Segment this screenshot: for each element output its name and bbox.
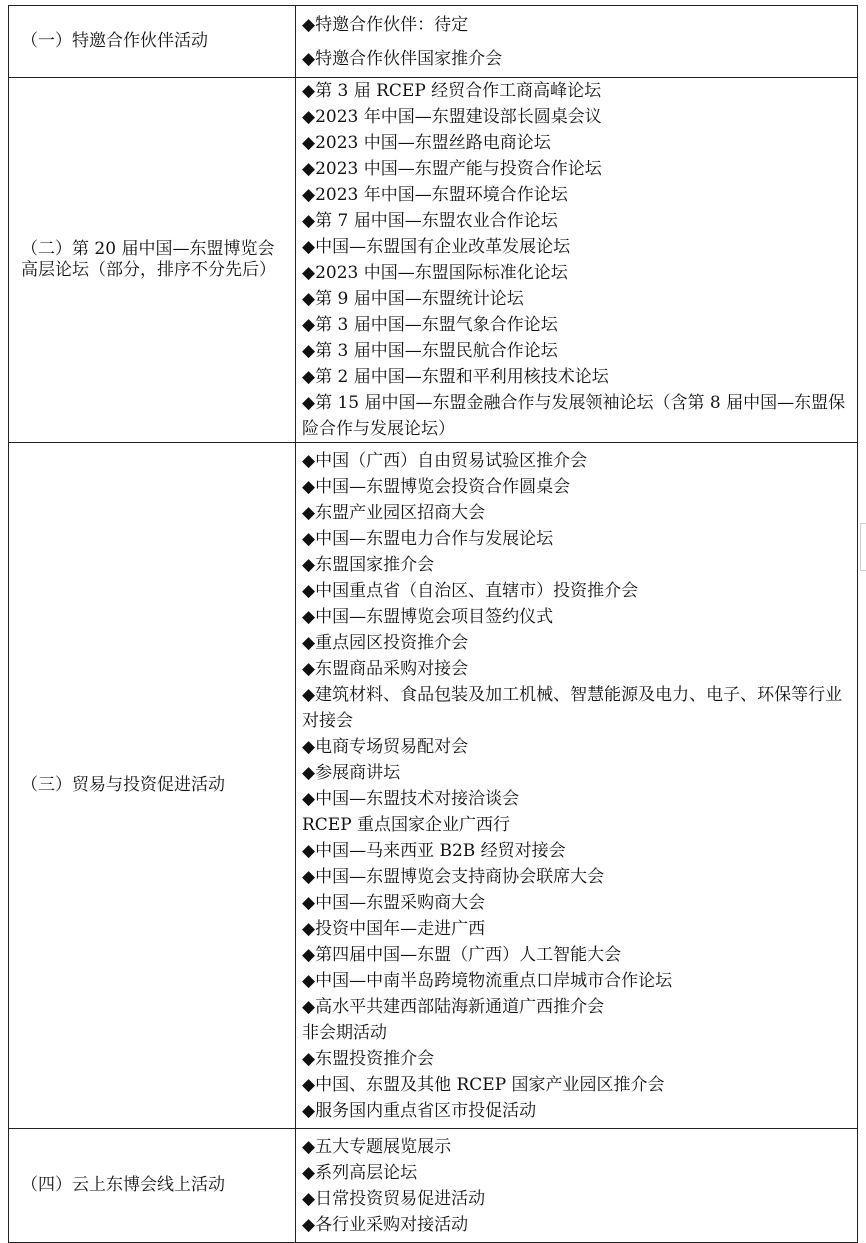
list-item: ◆中国、东盟及其他 RCEP 国家产业园区推介会: [302, 1074, 665, 1095]
list-item: ◆第 3 届 RCEP 经贸合作工商高峰论坛: [302, 81, 602, 101]
list-item: ◆第 15 届中国—东盟金融合作与发展领袖论坛（含第 8 届中国—东盟保险合作与发展论坛）: [302, 393, 846, 439]
list-item: ◆中国—东盟博览会投资合作圆桌会: [302, 476, 571, 497]
list-item: ◆特邀合作伙伴国家推介会: [302, 48, 503, 69]
list-item: ◆投资中国年—走进广西: [302, 918, 486, 939]
list-item: ◆第 2 届中国—东盟和平利用核技术论坛: [302, 367, 609, 387]
activities-table: [8, 5, 858, 1243]
list-item: ◆中国—中南半岛跨境物流重点口岸城市合作论坛: [302, 970, 673, 991]
list-item: ◆中国—东盟博览会支持商协会联席大会: [302, 866, 605, 887]
list-item: ◆中国—东盟博览会项目签约仪式: [302, 606, 554, 627]
category-cell: （一）特邀合作伙伴活动: [9, 6, 296, 78]
list-item: ◆中国（广西）自由贸易试验区推介会: [302, 450, 588, 471]
list-item: ◆五大专题展览展示: [302, 1136, 452, 1157]
list-item: ◆高水平共建西部陆海新通道广西推介会: [302, 996, 605, 1017]
list-item: ◆第 7 届中国—东盟农业合作论坛: [302, 211, 558, 231]
list-item: ◆电商专场贸易配对会: [302, 736, 469, 757]
list-item: ◆东盟国家推介会: [302, 554, 435, 575]
items-cell: [296, 1129, 858, 1243]
list-item: ◆重点园区投资推介会: [302, 632, 469, 653]
list-item: ◆中国—东盟电力合作与发展论坛: [302, 528, 554, 549]
list-item: ◆第 3 届中国—东盟民航合作论坛: [302, 341, 558, 361]
list-item: ◆东盟产业园区招商大会: [302, 502, 486, 523]
list-item: ◆中国重点省（自治区、直辖市）投资推介会: [302, 580, 639, 601]
list-item: ◆参展商讲坛: [302, 762, 401, 783]
list-item: ◆2023 中国—东盟产能与投资合作论坛: [302, 159, 602, 179]
list-item: ◆中国—东盟采购商大会: [302, 892, 486, 913]
table-row: [9, 443, 858, 1129]
list-item: ◆中国—东盟技术对接洽谈会: [302, 788, 520, 809]
list-item: ◆特邀合作伙伴：待定: [302, 14, 469, 35]
category-cell: （三）贸易与投资促进活动: [9, 443, 296, 1129]
items-cell: [296, 443, 858, 1129]
items-cell: [296, 78, 858, 443]
subheading: 非会期活动: [302, 1022, 387, 1043]
edge-mark: [860, 523, 866, 571]
category-cell: （二）第 20 届中国—东盟博览会高层论坛（部分，排序不分先后）: [9, 78, 296, 443]
list-item: ◆各行业采购对接活动: [302, 1214, 469, 1235]
list-item: ◆中国—马来西亚 B2B 经贸对接会: [302, 840, 566, 861]
list-item: ◆东盟投资推介会: [302, 1048, 435, 1069]
list-item: ◆服务国内重点省区市投促活动: [302, 1100, 537, 1121]
list-item: ◆建筑材料、食品包装及加工机械、智慧能源及电力、电子、环保等行业对接会: [302, 684, 843, 731]
list-item: ◆第 9 届中国—东盟统计论坛: [302, 289, 524, 309]
list-item: ◆2023 中国—东盟国际标准化论坛: [302, 263, 568, 283]
list-item: ◆系列高层论坛: [302, 1162, 418, 1183]
list-item: ◆日常投资贸易促进活动: [302, 1188, 486, 1209]
table-row: [9, 78, 858, 443]
list-item: ◆东盟商品采购对接会: [302, 658, 469, 679]
list-item: ◆中国—东盟国有企业改革发展论坛: [302, 237, 571, 257]
list-item: ◆第 3 届中国—东盟气象合作论坛: [302, 315, 558, 335]
list-item: ◆第四届中国—东盟（广西）人工智能大会: [302, 944, 622, 965]
list-item: ◆2023 年中国—东盟建设部长圆桌会议: [302, 107, 602, 127]
table-row: [9, 1129, 858, 1243]
list-item: ◆2023 中国—东盟丝路电商论坛: [302, 133, 551, 153]
category-cell: （四）云上东博会线上活动: [9, 1129, 296, 1243]
items-cell: [296, 6, 858, 78]
table-row: [9, 6, 858, 78]
list-item: RCEP 重点国家企业广西行: [302, 814, 511, 835]
list-item: ◆2023 年中国—东盟环境合作论坛: [302, 185, 568, 205]
